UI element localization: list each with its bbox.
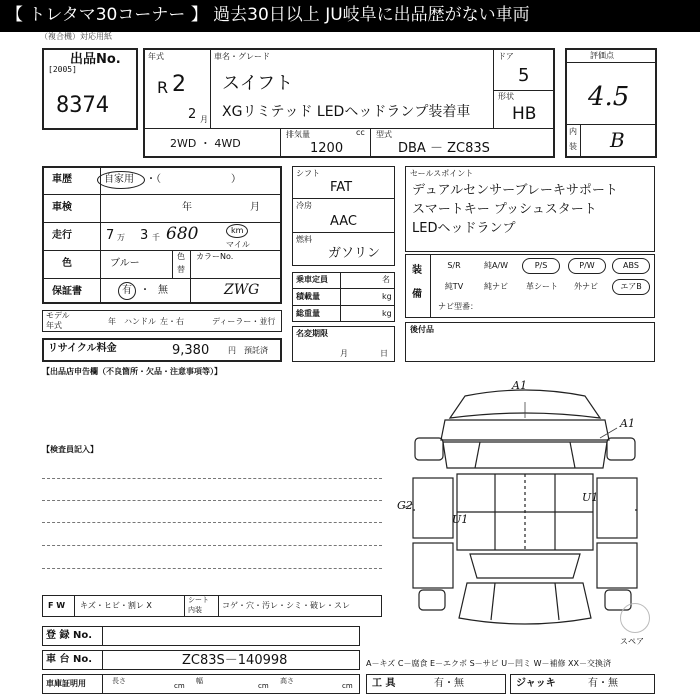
- model-year-lr: 左・右: [160, 317, 184, 326]
- certificate-label: 車庫証明用: [46, 679, 86, 688]
- car-damage-diagram: [395, 378, 655, 638]
- interior-value: B: [610, 128, 625, 152]
- certificate-length: 長さ: [112, 677, 126, 685]
- type-label: 型式: [376, 130, 392, 139]
- load-label: 積載量: [296, 292, 320, 301]
- fuel-label: 燃料: [296, 235, 312, 244]
- recycle-unit: 円: [228, 346, 236, 355]
- lot-label: 出品No.: [70, 52, 121, 67]
- doors-value: 5: [518, 65, 530, 86]
- registration-label: 登 録 No.: [46, 630, 93, 641]
- inspector-notes-label: 【検査員記入】: [42, 445, 98, 454]
- fw-seat: シート: [188, 596, 209, 604]
- fw-label: F W: [48, 601, 66, 610]
- ac-value: AAC: [330, 214, 357, 229]
- car-model: スイフト: [222, 73, 294, 94]
- equipment-label-1: 装: [412, 265, 422, 276]
- ac-label: 冷房: [296, 201, 312, 210]
- type-value: DBA － ZC83S: [398, 141, 490, 156]
- mileage-label: 走行: [52, 230, 72, 241]
- load-unit: kg: [382, 292, 392, 301]
- sales-point-2: スマートキー プッシュスタート: [412, 202, 597, 217]
- mark-door: U1: [452, 513, 469, 526]
- mileage-man: 7: [106, 228, 115, 243]
- top-note: （複合機）対応用紙: [40, 32, 112, 41]
- equip-tv: 純TV: [444, 282, 464, 291]
- displacement-value: 1200: [310, 141, 344, 156]
- chassis-value: ZC83S－140998: [182, 653, 288, 668]
- warranty-dot: ・: [140, 285, 150, 296]
- name-change-month: 月: [340, 349, 348, 358]
- sales-points-label: セールスポイント: [410, 169, 474, 178]
- history-value: 自家用: [104, 174, 134, 185]
- model-year-year: 年: [108, 317, 116, 326]
- displacement-label: 排気量: [286, 130, 310, 139]
- equip-alloy: 純A/W: [483, 261, 509, 270]
- equip-leather: 革シート: [526, 282, 558, 291]
- equip-nav: 純ナビ: [484, 282, 508, 291]
- color-label: 色: [62, 258, 72, 269]
- fuel-value: ガソリン: [328, 246, 381, 261]
- year-value: 2: [172, 72, 186, 97]
- name-change-day: 日: [380, 349, 388, 358]
- color-value: ブルー: [110, 258, 140, 269]
- tools-label: 工 具: [372, 678, 396, 689]
- fw-items: キズ・ヒビ・割レ X: [80, 601, 152, 610]
- shape-label: 形状: [498, 92, 514, 101]
- lot-year-stamp: [2005]: [48, 65, 77, 74]
- year-month-unit: 月: [200, 115, 208, 124]
- score-value: 4.5: [588, 82, 630, 112]
- nav-model: ナビ型番：: [438, 302, 478, 311]
- equip-pw: P/W: [568, 258, 606, 274]
- equip-sr: S/R: [447, 261, 461, 270]
- history-rest: ・（ ）: [146, 174, 241, 185]
- recycle-value: 9,380: [172, 343, 210, 358]
- certificate-cm-1: cm: [174, 682, 185, 690]
- spare-tire-circle: [620, 603, 650, 633]
- capacity-label: 乗車定員: [296, 275, 328, 284]
- year-month: 2: [188, 107, 197, 122]
- fw-seat-2: 内装: [188, 606, 202, 614]
- weight-label: 総重量: [296, 309, 320, 318]
- jack-value: 有・無: [588, 678, 618, 689]
- aftermarket-box: [405, 322, 655, 362]
- warranty-label: 保証書: [52, 286, 82, 297]
- equipment-label-2: 備: [412, 289, 422, 300]
- chassis-label: 車 台 No.: [46, 654, 93, 665]
- recycle-label: リサイクル料金: [48, 343, 117, 354]
- weight-unit: kg: [382, 309, 392, 318]
- interior-label-2: 装: [569, 142, 577, 151]
- jack-label: ジャッキ: [516, 678, 556, 689]
- mark-front: A1: [512, 379, 527, 392]
- shape-value: HB: [512, 104, 537, 124]
- certificate-width: 幅: [196, 677, 203, 685]
- sales-point-3: LEDヘッドランプ: [412, 221, 516, 236]
- mileage-sen: 3: [140, 228, 149, 243]
- damage-legend: A－キズ C－腐食 E－エクボ S－サビ U－凹ミ W－補修 XX－交換済: [366, 659, 612, 668]
- name-change-label: 名変期限: [296, 329, 328, 338]
- warranty-yes: 有: [122, 285, 132, 296]
- tools-value: 有・無: [434, 678, 464, 689]
- inspection-label: 車検: [52, 202, 72, 213]
- history-label: 車歴: [52, 174, 72, 185]
- equip-ext-nav: 外ナビ: [574, 282, 598, 291]
- color-change-2: 替: [177, 265, 185, 274]
- equip-abs: ABS: [612, 258, 650, 274]
- color-no-value: ZWG: [224, 282, 260, 298]
- mark-front-right: A1: [620, 417, 635, 430]
- color-no-label: カラーNo.: [196, 252, 234, 261]
- mileage-mile: マイル: [226, 240, 250, 249]
- seller-notes-label: 【出品店申告欄（不良箇所・欠品・注意事項等）】: [42, 367, 222, 376]
- certificate-cm-3: cm: [342, 682, 353, 690]
- mileage-km: km: [231, 226, 244, 235]
- interior-label-1: 内: [569, 127, 577, 136]
- score-label: 評価点: [590, 51, 614, 60]
- aftermarket-label: 後付品: [410, 325, 434, 334]
- model-year-dealer: ディーラー・並行: [212, 317, 276, 326]
- equip-airbag: エアB: [612, 279, 650, 295]
- equip-ps: P/S: [522, 258, 560, 274]
- inspection-month: 月: [250, 202, 260, 213]
- warranty-no: 無: [158, 285, 168, 296]
- fw-items-2: コゲ・穴・汚レ・シミ・破レ・スレ: [222, 601, 350, 610]
- mileage-hand: 680: [166, 224, 199, 244]
- car-grade: XGリミテッド LEDヘッドランプ装着車: [222, 104, 471, 120]
- mileage-man-unit: 万: [117, 233, 125, 242]
- shift-value: FAT: [330, 180, 353, 195]
- name-label: 車名・グレード: [214, 52, 270, 61]
- banner-title: 【 トレタマ30コーナー 】 過去30日以上 JU岐阜に出品歴がない車両: [6, 5, 530, 25]
- year-era: R: [157, 78, 169, 97]
- mark-left: G2: [397, 499, 413, 512]
- displacement-unit: cc: [356, 128, 365, 137]
- capacity-unit: 名: [382, 275, 390, 284]
- inspection-year: 年: [182, 202, 192, 213]
- model-year-label-2: 年式: [46, 321, 62, 330]
- model-year-label-1: モデル: [46, 311, 70, 320]
- sales-point-1: デュアルセンサーブレーキサポート: [412, 183, 618, 198]
- shift-label: シフト: [296, 169, 320, 178]
- doors-label: ドア: [498, 52, 514, 61]
- drive-value: 2WD ・ 4WD: [170, 137, 241, 150]
- recycle-deposit: 預託済: [244, 346, 268, 355]
- certificate-height: 高さ: [280, 677, 294, 685]
- certificate-cm-2: cm: [258, 682, 269, 690]
- year-label: 年式: [148, 52, 164, 61]
- mark-right: U1: [582, 491, 599, 504]
- lot-number: 8374: [56, 93, 109, 118]
- model-year-handle: ハンドル: [124, 317, 156, 326]
- color-change-1: 色: [177, 252, 185, 261]
- spare-label: スペア: [620, 637, 644, 646]
- mileage-sen-unit: 千: [152, 233, 160, 242]
